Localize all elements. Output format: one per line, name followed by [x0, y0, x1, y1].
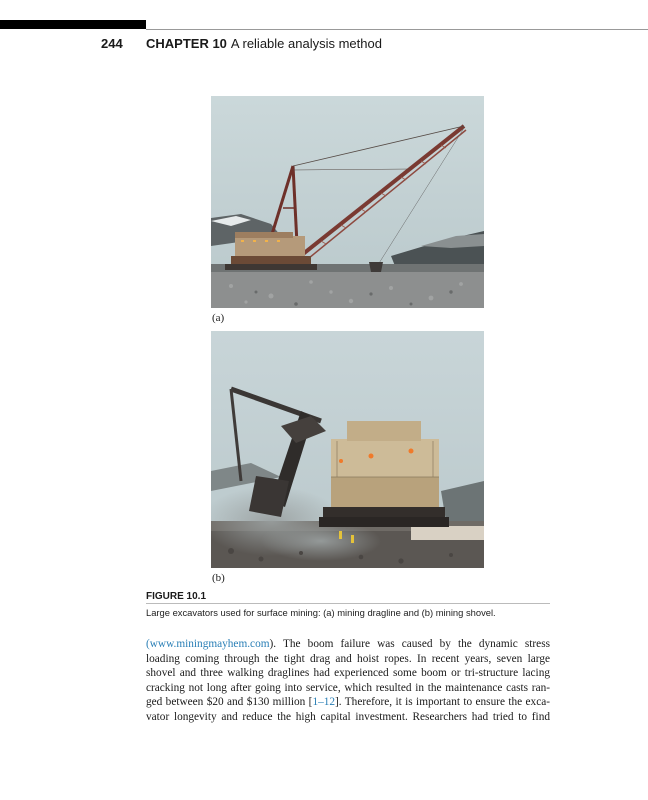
body-text-segment: ). The boom failure was caused by the dynamic stress: [269, 638, 550, 650]
reference-link[interactable]: 1–12: [312, 696, 336, 709]
header-rule: [146, 29, 648, 30]
dragline-photo: [211, 96, 484, 308]
body-line: cracking not long after going into service, which resulted in the maintenance casts ran-: [146, 681, 550, 694]
running-header: [101, 36, 382, 51]
website-link[interactable]: (www.miningmayhem.com: [146, 638, 270, 650]
chapter-title: A reliable analysis method: [230, 36, 382, 51]
body-line: vator longevity and reduce the high capital investment. Researchers had tried to find: [146, 710, 550, 723]
chapter-number: CHAPTER 10: [146, 36, 227, 51]
caption-rule: [146, 603, 550, 604]
figure-label: FIGURE 10.1: [146, 591, 207, 602]
page-number: 244: [101, 36, 123, 51]
body-line: shovel and three walking draglines had experienced some boom or tri-structure lacing: [146, 667, 550, 680]
body-paragraph: [146, 637, 550, 725]
figure-caption: Large excavators used for surface mining: (a) mining dragline and (b) mining shovel.: [146, 607, 496, 618]
sublabel-b: (b): [212, 572, 225, 584]
header-bar: [0, 20, 146, 29]
body-text-segment: ]. Therefore, it is important to ensure the exca-: [335, 696, 550, 709]
body-line: [146, 695, 550, 710]
body-text-segment: ged between $20 and $130 million [: [146, 696, 313, 709]
body-line: loading coming through the tight drag and hoist ropes. In recent years, seven large: [146, 652, 550, 665]
shovel-photo: [211, 331, 484, 568]
sublabel-a: (a): [212, 312, 225, 324]
body-line: [146, 637, 550, 652]
